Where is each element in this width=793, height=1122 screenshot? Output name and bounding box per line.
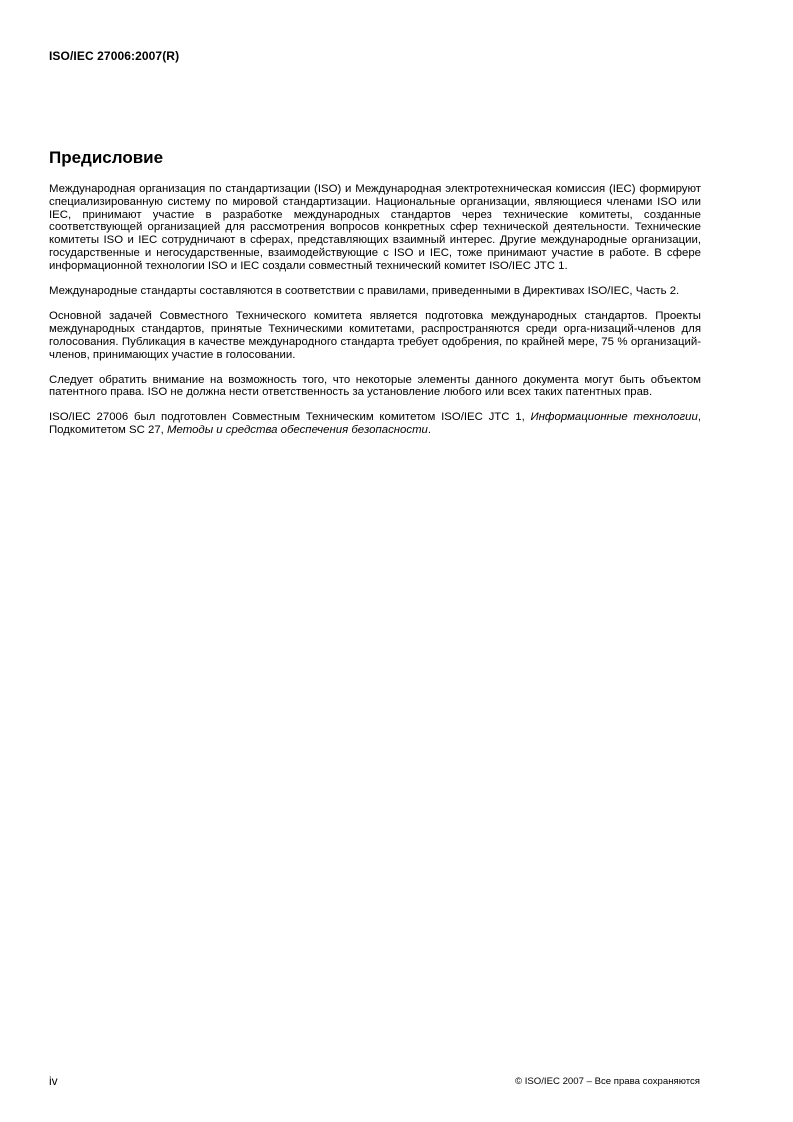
paragraph-3: Основной задачей Совместного Технического комитета является подготовка международных стандартов. Проекты международных стандартов, принятые Техническими комитетами, распространяются среди орга-низаций-членов для голосования. Публикация в качестве международного стандарта требует одобрения, по крайней мере, 75 % организаций-членов, принимающих участие в голосовании.: [49, 310, 701, 361]
paragraph-5-text-1: ISO/IEC 27006 был подготовлен Совместным Техническим комитетом ISO/IEC JTC 1,: [49, 411, 531, 424]
paragraph-5-text-3: .: [427, 424, 432, 437]
paragraph-5-italic-1: Информационные технологии: [530, 411, 698, 424]
copyright-notice: © ISO/IEC 2007 – Все права сохраняются: [514, 1076, 700, 1087]
foreword-body: [49, 183, 701, 437]
paragraph-4: Следует обратить внимание на возможность того, что некоторые элементы данного документа могут быть объектом патентного права. ISO не должна нести ответственность за установление любого или всех таких патентных прав.: [49, 373, 701, 399]
paragraph-5-italic-2: Методы и средства обеспечения безопасности: [167, 424, 428, 437]
paragraph-5-text-2: , Подкомитетом SC 27,: [49, 411, 701, 437]
paragraph-2: Международные стандарты составляются в соответствии с правилами, приведенными в Директивах ISO/IEC, Часть 2.: [49, 284, 680, 297]
paragraph-1: Международная организация по стандартизации (ISO) и Международная электротехническая комиссия (IEC) формируют специализированную систему по мировой стандартизации. Национальные организации, являющиеся членами ISO или IEC, принимают участие в разработке международных стандартов через технические комитеты, созданные соответствующей организацией для рассмотрения вопросов конкретных сфер технической деятельности. Технические комитеты ISO и IEC сотрудничают в сферах, представляющих взаимный интерес. Другие международные организации, государственные и негосударственные, взаимодействующие с ISO и IEC, тоже принимают участие в работе. В сфере информационной технологии ISO и IEC создали совместный технический комитет ISO/IEC JTC 1.: [49, 183, 701, 272]
document-id-header: ISO/IEC 27006:2007(R): [49, 49, 180, 63]
page-number: iv: [49, 1074, 58, 1088]
paragraph-5: [49, 411, 701, 437]
section-title: Предисловие: [49, 148, 164, 167]
